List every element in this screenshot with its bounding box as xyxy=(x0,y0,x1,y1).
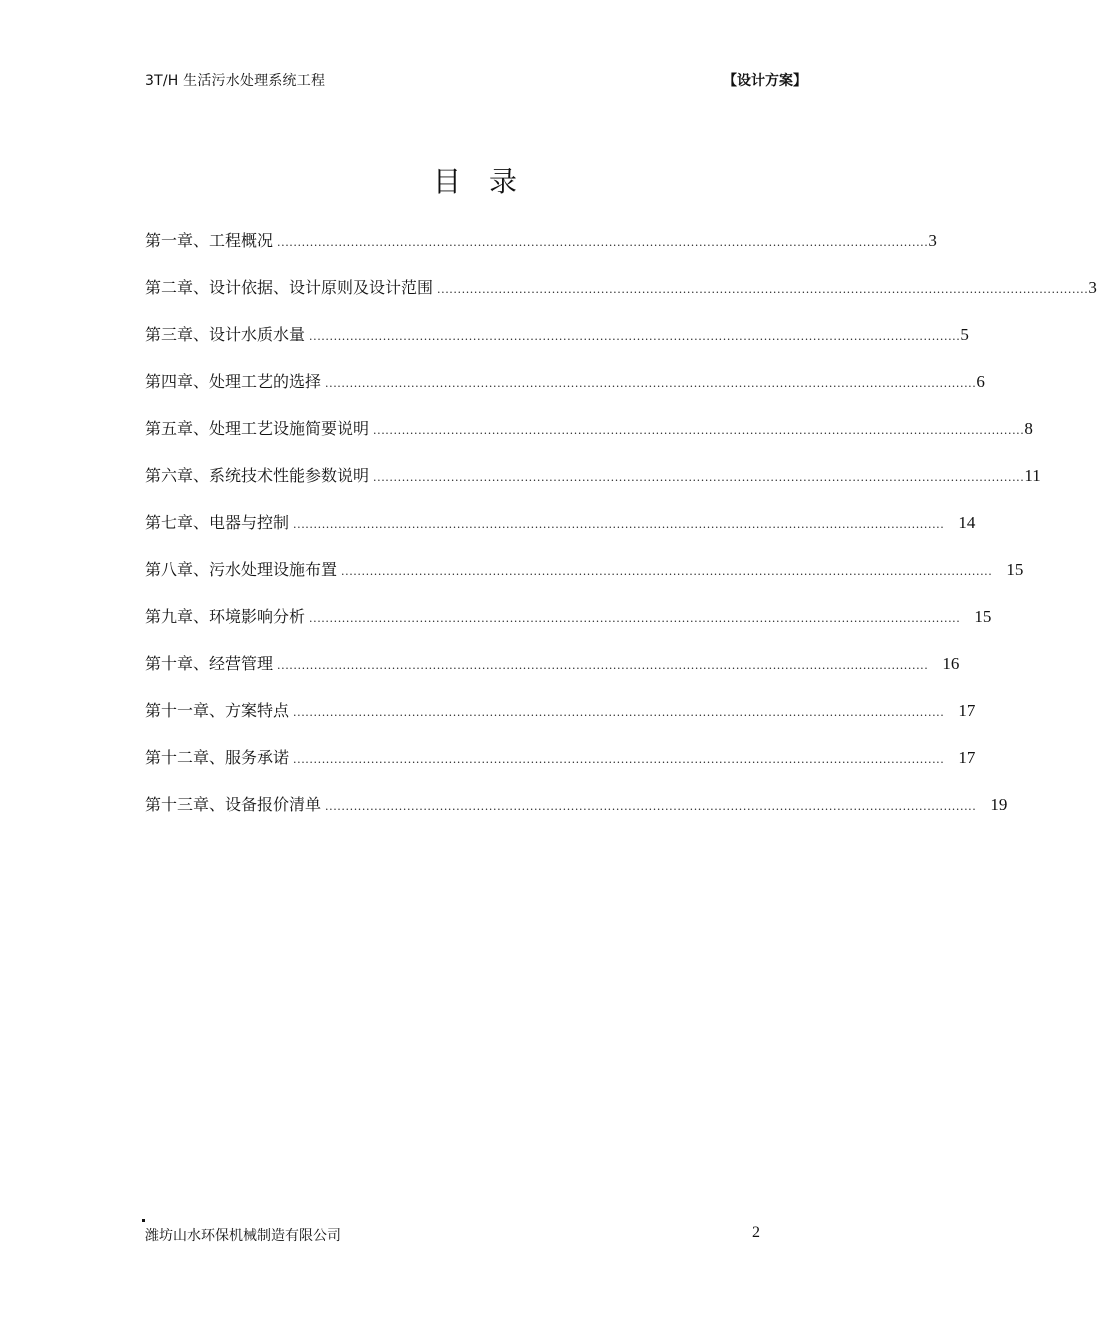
toc-entry[interactable] xyxy=(145,698,976,745)
toc-entry-page: 15 xyxy=(1006,560,1024,579)
footer-page-number: 2 xyxy=(752,1224,760,1241)
toc-entry[interactable] xyxy=(145,275,1097,322)
toc-leader-dots: ............................................................................................................................................................... xyxy=(309,330,961,343)
toc-entry[interactable] xyxy=(145,369,985,416)
toc-entry[interactable] xyxy=(145,463,1041,510)
toc-entry-page: 11 xyxy=(1024,466,1041,485)
toc-entry[interactable] xyxy=(145,651,960,698)
toc-leader-dots: ............................................................................................................................................................... xyxy=(293,706,945,719)
toc-entry[interactable] xyxy=(145,322,969,369)
toc-leader-dots: ............................................................................................................................................................... xyxy=(277,236,929,249)
toc-leader-dots: ............................................................................................................................................................... xyxy=(373,471,1025,484)
toc-entry[interactable] xyxy=(145,745,976,792)
toc-entry-label: 第二章、设计依据、设计原则及设计范围 xyxy=(145,278,434,297)
footer-mark xyxy=(142,1219,145,1222)
toc-entry-label: 第三章、设计水质水量 xyxy=(145,325,306,344)
toc-entry-label: 第五章、处理工艺设施简要说明 xyxy=(145,419,370,438)
toc-entry-page: 14 xyxy=(958,513,976,532)
toc-entry-page: 8 xyxy=(1024,419,1033,438)
toc-entry-page: 6 xyxy=(976,372,985,391)
toc-entry-page: 16 xyxy=(942,654,960,673)
toc-entry-page: 3 xyxy=(928,231,937,250)
toc-entry[interactable] xyxy=(145,792,1008,839)
toc-leader-dots: ............................................................................................................................................................... xyxy=(277,659,929,672)
toc-leader-dots: ............................................................................................................................................................... xyxy=(437,283,1089,296)
footer-company-name: 潍坊山水环保机械制造有限公司 xyxy=(145,1228,341,1244)
toc-entry-label: 第十一章、方案特点 xyxy=(145,701,290,720)
toc-entry-page: 19 xyxy=(990,795,1008,814)
toc-entry-label: 第十章、经营管理 xyxy=(145,654,274,673)
header-document-tag: 【设计方案】 xyxy=(723,73,807,89)
toc-leader-dots: ............................................................................................................................................................... xyxy=(293,518,945,531)
toc-entry-label: 第一章、工程概况 xyxy=(145,231,274,250)
toc-entry-label: 第九章、环境影响分析 xyxy=(145,607,306,626)
toc-entry-page: 17 xyxy=(958,701,976,720)
toc-entry-page: 5 xyxy=(960,325,969,344)
toc-entry-page: 15 xyxy=(974,607,992,626)
toc-entry[interactable] xyxy=(145,604,992,651)
toc-entry-label: 第十三章、设备报价清单 xyxy=(145,795,322,814)
table-of-contents xyxy=(145,228,1097,839)
toc-leader-dots: ............................................................................................................................................................... xyxy=(341,565,993,578)
toc-entry-label: 第四章、处理工艺的选择 xyxy=(145,372,322,391)
toc-entry-label: 第八章、污水处理设施布置 xyxy=(145,560,338,579)
toc-entry[interactable] xyxy=(145,510,976,557)
toc-entry-label: 第七章、电器与控制 xyxy=(145,513,290,532)
header-document-title: 3T/H 生活污水处理系统工程 xyxy=(145,73,326,89)
toc-heading: 目录 xyxy=(432,165,545,198)
toc-entry-label: 第六章、系统技术性能参数说明 xyxy=(145,466,370,485)
toc-entry-label: 第十二章、服务承诺 xyxy=(145,748,290,767)
toc-entry-page: 3 xyxy=(1088,278,1097,297)
toc-leader-dots: ............................................................................................................................................................... xyxy=(325,377,977,390)
toc-entry[interactable] xyxy=(145,228,937,275)
toc-leader-dots: ............................................................................................................................................................... xyxy=(373,424,1025,437)
toc-entry[interactable] xyxy=(145,557,1024,604)
toc-leader-dots: ............................................................................................................................................................... xyxy=(293,753,945,766)
toc-entry[interactable] xyxy=(145,416,1033,463)
toc-leader-dots: ............................................................................................................................................................... xyxy=(325,800,977,813)
toc-entry-page: 17 xyxy=(958,748,976,767)
toc-leader-dots: ............................................................................................................................................................... xyxy=(309,612,961,625)
